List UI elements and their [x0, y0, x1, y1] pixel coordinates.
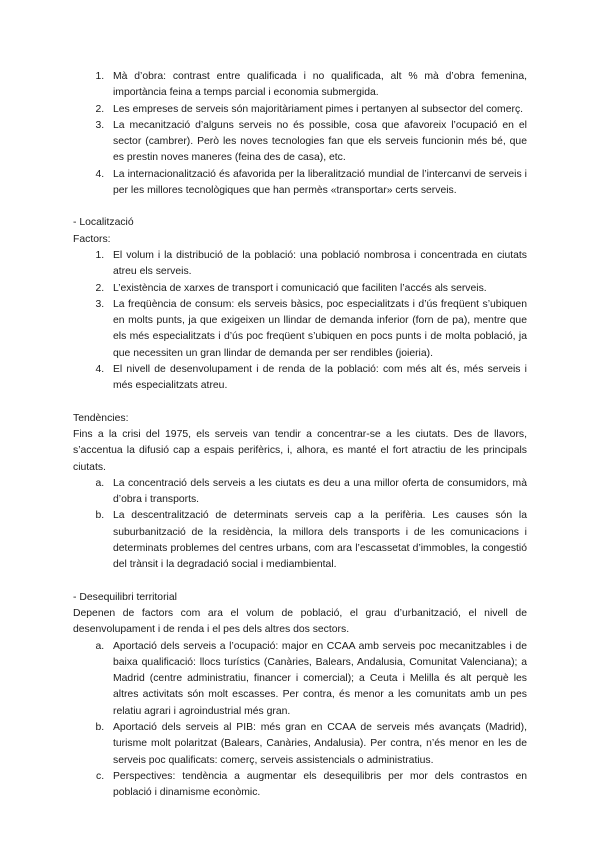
tendencies-label: Tendències:: [73, 412, 129, 424]
intro-list: [73, 69, 527, 199]
list-item: a. Aportació dels serveis a l’ocupació: major en CCAA amb serveis poc mecanitzables i de baixa qualificació: llocs turístics (Canàries, Balears, Andalusia, Comunitat Valenciana); a Madrid (centre administratiu, financer i comercial); a Ceuta i Melilla és alt perquè les altres activitats són molt escasses. Per contra, és menor a les comunitats amb un pes relatiu agrari i agroindustrial més gran.: [107, 639, 527, 720]
list-item: 2. Les empreses de serveis són majoritàriament pimes i pertanyen al subsector del comerç.: [107, 102, 527, 118]
spacer: [73, 395, 527, 411]
list-item: 3. La mecanització d’alguns serveis no és possible, cosa que afavoreix l’ocupació en el sector (cambrer). Però les noves tecnologies fan que els serveis funcionin més bé, que es prestin noves maneres (feina des de casa), etc.: [107, 118, 527, 167]
factors-list: [73, 248, 527, 395]
spacer: [73, 199, 527, 215]
desequilibri-paragraph: Depenen de factors com ara el volum de població, el grau d’urbanització, el nivell de desenvolupament i de renda i el pes dels altres dos sectors.: [73, 607, 527, 636]
list-item: 4. La internacionalització és afavorida per la liberalització mundial de l’intercanvi de serveis i per les millores tecnològiques que han permès «transportar» certs serveis.: [107, 167, 527, 200]
tendencies-list: [73, 476, 527, 574]
factors-label: Factors:: [73, 233, 111, 245]
list-item: 3. La freqüència de consum: els serveis bàsics, poc especialitzats i d’ús freqüent s’ubiquen en molts punts, ja que exigeixen un llindar de demanda inferior (forn de pa), mentre que els més especialitzats i d’ús poc freqüent s’ubiquen en pocs punts i de molta població, ja que necessiten un gran llindar de demanda per ser rendibles (joieria).: [107, 297, 527, 362]
list-item: a. La concentració dels serveis a les ciutats es deu a una millor oferta de consumidors, mà d’obra i transports.: [107, 476, 527, 509]
list-item: 4. El nivell de desenvolupament i de renda de la població: com més alt és, més serveis i més especialitzats atreu.: [107, 362, 527, 395]
list-item: c. Perspectives: tendència a augmentar els desequilibris per mor dels contrastos en població i dinamisme econòmic.: [107, 769, 527, 802]
list-item: 1. Mà d’obra: contrast entre qualificada i no qualificada, alt % mà d’obra femenina, importància feina a temps parcial i economia submergida.: [107, 69, 527, 102]
list-item: b. Aportació dels serveis al PIB: més gran en CCAA de serveis més avançats (Madrid), turisme molt polaritzat (Balears, Canàries, Andalusia). Per contra, n’és menor en les de serveis poc qualificats: comerç, serveis assistencials o administratius.: [107, 720, 527, 769]
tendencies-paragraph: Fins a la crisi del 1975, els serveis van tendir a concentrar-se a les ciutats. Des de llavors, s’accentua la difusió cap a espais perifèrics, i, alhora, es manté el fort atractiu de les principals ciutats.: [73, 428, 527, 473]
desequilibri-list: [73, 639, 527, 802]
list-item: b. La descentralització de determinats serveis cap a la perifèria. Les causes són la suburbanització de la residència, la millora dels transports i de les comunicacions i determinats problemes del centres urbans, com ara l’escassetat d’immobles, la congestió del trànsit i la degradació social i mediambiental.: [107, 508, 527, 573]
list-item: 1. El volum i la distribució de la població: una població nombrosa i concentrada en ciutats atreu els serveis.: [107, 248, 527, 281]
section-heading-localitzacio: - Localització: [73, 217, 134, 229]
section-heading-desequilibri: - Desequilibri territorial: [73, 591, 177, 603]
list-item: 2. L’existència de xarxes de transport i comunicació que faciliten l’accés als serveis.: [107, 281, 527, 297]
spacer: [73, 574, 527, 590]
